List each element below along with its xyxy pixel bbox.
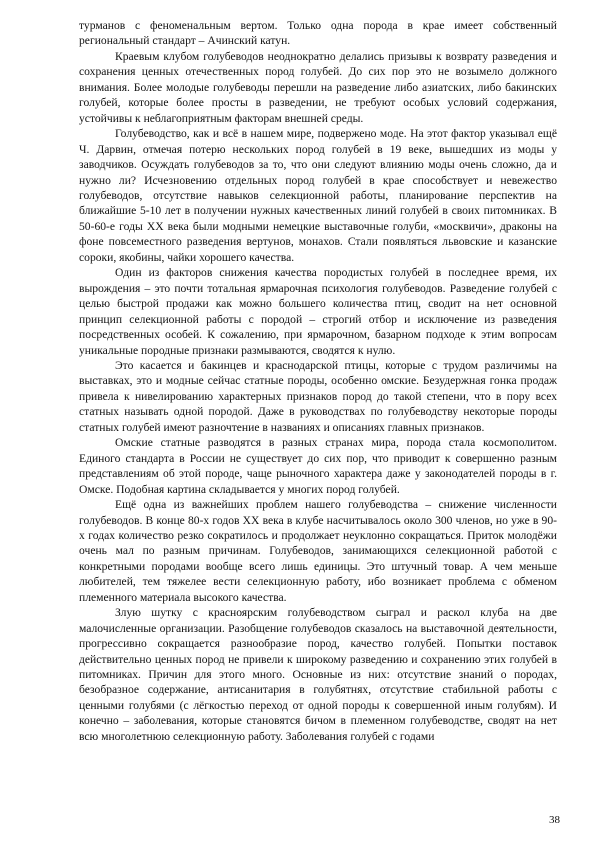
paragraph-2: Краевым клубом голубеводов неоднократно делались призывы к возврату разведения и сохранения ценных отечественных пород голубей. До сих пор это не возымело должного внимания. Более молодые голубеводы перешли на разведение либо азиатских, либо бакинских голубей, которые более просты в разведении, не требуют особых условий содержания, устойчивы к неблагоприятным факторам внешней среды. xyxy=(79,49,557,125)
paragraph-7: Ещё одна из важнейших проблем нашего голубеводства – снижение численности голубеводов. В конце 80-х годов XX века в клубе насчитывалось около 300 членов, но уже в 90-х годах количество резко сократилось и продолжает неуклонно сокращаться. Приток молодёжи очень мал по разным причинам. Голубеводов, занимающихся селекционной работой с конкретными породами вообще всего лишь единицы. Это штучный товар. А чем меньше любителей, тем тяжелее вести селекционную работу, ибо возникает проблема с обменом племенного материала высокого качества. xyxy=(79,498,557,604)
paragraph-3: Голубеводство, как и всё в нашем мире, подвержено моде. На этот фактор указывал ещё Ч. Дарвин, отмечая потерю нескольких пород голубей в 19 веке, вышедших из моды у заводчиков. Осуждать голубеводов за то, что они следуют влиянию моды очень сложно, да и нужно ли? Исчезновению отдельных пород голубей в крае способствует и невежество голубеводов, отсутствие навыков селекционной работы, планирование перспектив на ближайшие 5-10 лет в получении нужных качественных линий голубей в своих питомниках. В 50-60-е годы XX века были модными немецкие выставочные голуби, «москвичи», драконы на фоне повсеместного разведения вертунов, монахов. Стали появляться львовские и казанские сороки, якобины, чайки хорошего качества. xyxy=(79,127,557,264)
paragraph-5: Это касается и бакинцев и краснодарской птицы, которые с трудом различимы на выставках, это и модные сейчас статные породы, особенно омские. Безудержная гонка продаж привела к нивелированию характерных признаков пород до такой степени, что в пору всех статных называть одной породой. Даже в руководствах по голубеводству некоторые породы статных голубей имеют разночтение в названиях и описаниях главных признаков. xyxy=(79,358,557,434)
paragraph-4: Один из факторов снижения качества породистых голубей в последнее время, их вырождения – это почти тотальная ярмарочная психология голубеводов. Разведение голубей с целью быстрой продажи как можно большего количества птиц, сводит на нет основной принцип селекционной работы с породой – строгий отбор и исключение из разведения посредственных особей. К сожалению, при ярмарочном, базарном подходе к этим вопросам уникальные породные признаки размываются, сводятся к нулю. xyxy=(79,266,557,357)
paragraph-1: турманов с феноменальным вертом. Только одна порода в крае имеет собственный региональный стандарт – Ачинский катун. xyxy=(79,19,557,48)
paragraph-6: Омские статные разводятся в разных странах мира, порода стала космополитом. Единого стандарта в России не существует до сих пор, что приводит к совершенно разным представлениям об этой породе, чаще рыночного характера даже у законодателей породы в г. Омске. Подобная картина складывается у многих пород голубей. xyxy=(79,436,557,496)
page-number: 38 xyxy=(549,814,560,826)
paragraph-8: Злую шутку с красноярским голубеводством сыграл и раскол клуба на две малочисленные организации. Разобщение голубеводов сказалось на выставочной деятельности, прогрессивно сокращается разнообразие пород, качество голубей. Попытки поставок действительно ценных пород не привели к широкому разведению и сохранению этих голубей в питомниках. Причин для этого много. Основные из них: отсутствие знаний о породах, безобразное содержание, антисанитария в голубятнях, отсутствие стабильной работы с ценными голубями (с лёгкостью переход от одной породы к совершенной иным голубям). И конечно – заболевания, которые становятся бичом в племенном голубеводстве, сводят на нет всю многолетнюю селекционную работу. Заболевания голубей с годами xyxy=(79,606,557,743)
body-text xyxy=(79,18,557,744)
